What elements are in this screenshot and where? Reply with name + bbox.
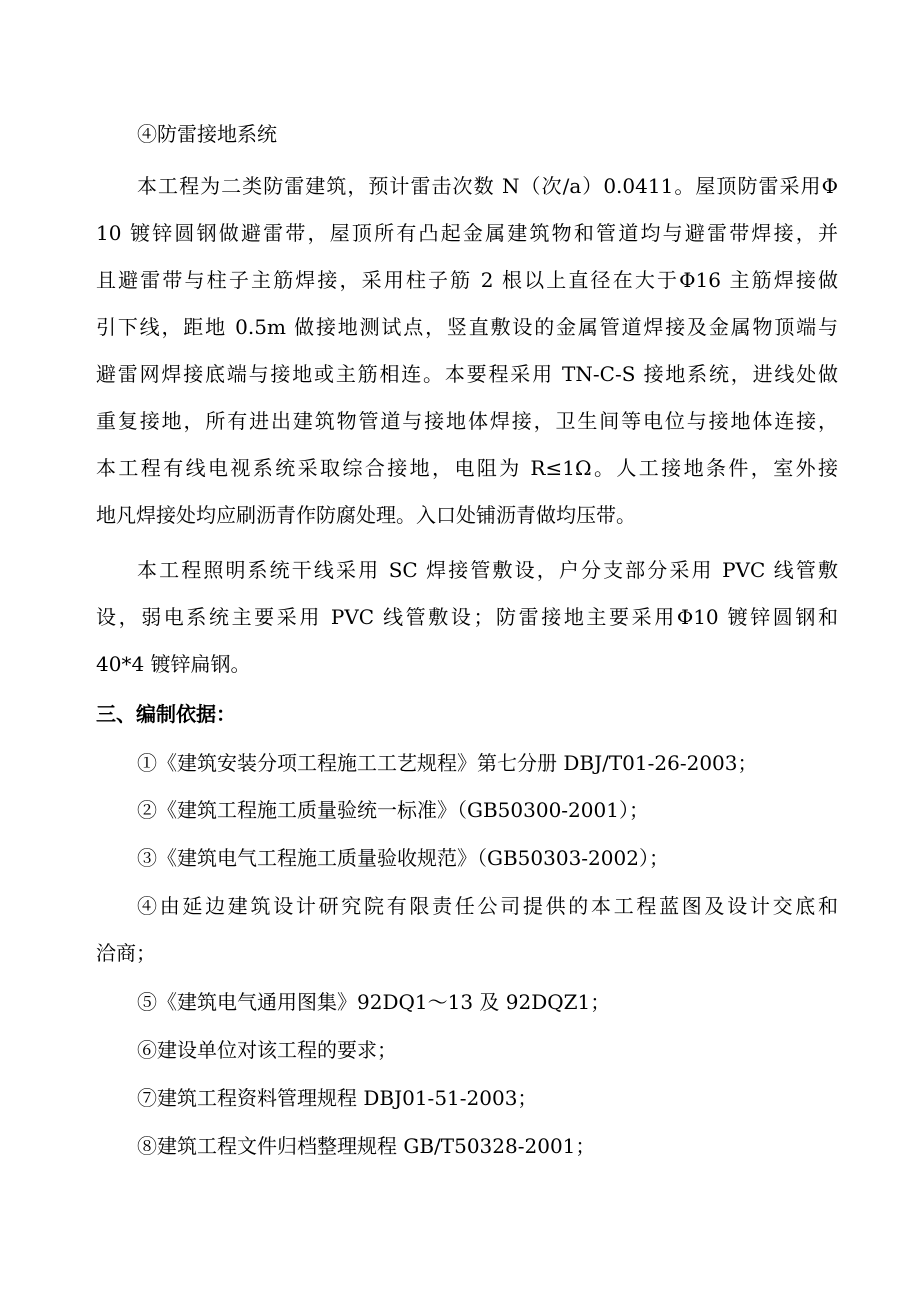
basis-item-text: ③《建筑电气工程施工质量验收规范》（GB50303-2002）； [137, 846, 669, 870]
paragraph-line: 10 镀锌圆钢做避雷带，屋顶所有凸起金属建筑物和管道均与避雷带焊接，并 [96, 221, 838, 245]
lightning-paragraph-2 [96, 547, 838, 688]
lightning-section-heading-block [96, 111, 838, 158]
basis-item-text: ⑧建筑工程文件归档整理规程 GB/T50328-2001； [137, 1134, 596, 1158]
basis-item-4 [96, 883, 838, 977]
basis-item-text: ⑥建设单位对该工程的要求； [137, 1038, 397, 1062]
basis-item-text: ①《建筑安装分项工程施工工艺规程》第七分册 DBJ/T01-26-2003； [137, 751, 758, 775]
paragraph-line: 40*4 镀锌扁钢。 [96, 652, 251, 676]
basis-item-text: ④由延边建筑设计研究院有限责任公司提供的本工程蓝图及设计交底和 [137, 894, 838, 918]
basis-section-heading-block [96, 691, 838, 738]
basis-item-text: ⑦建筑工程资料管理规程 DBJ01-51-2003； [137, 1086, 538, 1110]
basis-item-7 [96, 1075, 838, 1122]
basis-item-8 [96, 1123, 838, 1170]
lightning-section-heading: ④防雷接地系统 [137, 122, 277, 146]
paragraph-line: 地凡焊接处均应刷沥青作防腐处理。入口处铺沥青做均压带。 [96, 503, 636, 527]
basis-item-text: ⑤《建筑电气通用图集》92DQ1～13 及 92DQZ1； [137, 990, 611, 1014]
basis-item-5 [96, 979, 838, 1026]
paragraph-line: 本工程为二类防雷建筑，预计雷击次数 N（次/a）0.0411。屋顶防雷采用Φ [137, 174, 838, 198]
basis-item-3 [96, 835, 838, 882]
basis-section-heading: 三、编制依据： [96, 702, 236, 726]
basis-item-text: ②《建筑工程施工质量验统一标准》（GB50300-2001）； [137, 798, 649, 822]
basis-item-6 [96, 1027, 838, 1074]
paragraph-line: 且避雷带与柱子主筋焊接，采用柱子筋 2 根以上直径在大于Φ16 主筋焊接做 [96, 268, 838, 292]
paragraph-line: 本工程有线电视系统采取综合接地，电阻为 R≤1Ω。人工接地条件，室外接 [96, 456, 838, 480]
paragraph-line: 本工程照明系统干线采用 SC 焊接管敷设，户分支部分采用 PVC 线管敷 [137, 558, 838, 582]
paragraph-line: 避雷网焊接底端与接地或主筋相连。本要程采用 TN-C-S 接地系统，进线处做 [96, 362, 838, 386]
lightning-paragraph-1 [96, 163, 838, 539]
basis-item-2 [96, 787, 838, 834]
paragraph-line: 引下线，距地 0.5m 做接地测试点，竖直敷设的金属管道焊接及金属物顶端与 [96, 315, 838, 339]
basis-item-1 [96, 740, 838, 787]
basis-item-text: 洽商； [96, 941, 156, 965]
paragraph-line: 重复接地，所有进出建筑物管道与接地体焊接，卫生间等电位与接地体连接， [96, 409, 838, 433]
paragraph-line: 设，弱电系统主要采用 PVC 线管敷设；防雷接地主要采用Φ10 镀锌圆钢和 [96, 605, 838, 629]
